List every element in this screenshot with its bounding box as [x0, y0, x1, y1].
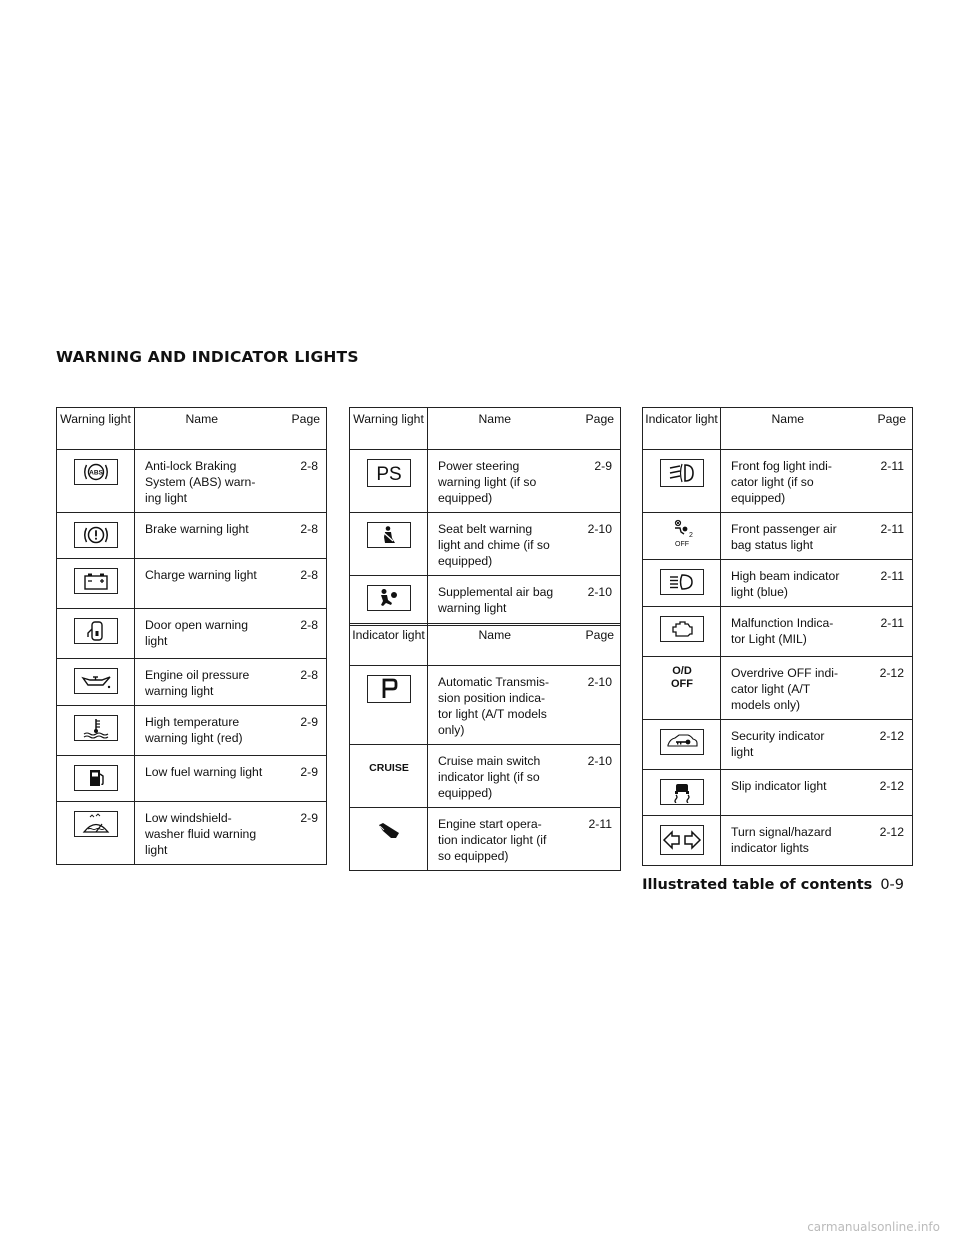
table-row — [643, 720, 913, 770]
power-steering-icon — [367, 459, 411, 487]
slip-icon — [660, 779, 704, 805]
header-name: Name — [428, 624, 562, 666]
light-page: 2-10 — [562, 745, 621, 808]
light-name: High beam indicator light (blue) — [721, 560, 855, 607]
table-row — [57, 659, 327, 706]
security-key-icon — [660, 729, 704, 755]
header-name: Name — [428, 408, 562, 450]
light-page: 2-8 — [269, 659, 327, 706]
airbag-number-text: 2 — [688, 532, 693, 539]
light-name: Front passenger air bag status light — [721, 513, 855, 560]
light-page: 2-11 — [562, 808, 621, 871]
light-page: 2-11 — [855, 560, 913, 607]
table-header-row — [350, 408, 621, 450]
table-row — [350, 745, 621, 808]
abs-icon — [74, 459, 118, 485]
light-page: 2-8 — [269, 559, 327, 609]
turn-signal-icon — [660, 825, 704, 855]
table-header-row — [57, 408, 327, 450]
light-name: Low windshield- washer fluid warning light — [135, 802, 269, 865]
header-page: Page — [562, 624, 621, 666]
light-name: Brake warning light — [135, 513, 269, 559]
header-icon: Indicator light — [350, 624, 428, 666]
table-header-row — [643, 408, 913, 450]
passenger-airbag-off-icon — [660, 519, 704, 549]
header-page: Page — [855, 408, 913, 450]
page-heading: WARNING AND INDICATOR LIGHTS — [56, 348, 359, 366]
watermark: carmanualsonline.info — [807, 1220, 940, 1234]
light-name: Turn signal/hazard indicator lights — [721, 816, 855, 866]
cruise-icon-text: CRUISE — [368, 762, 409, 774]
indicator-lights-table-2 — [642, 407, 913, 866]
seat-belt-icon — [367, 522, 411, 548]
check-engine-icon — [660, 616, 704, 642]
light-name: Cruise main switch indicator light (if so equipped) — [428, 745, 562, 808]
table-row — [350, 513, 621, 576]
header-icon: Warning light — [350, 408, 428, 450]
table-row — [57, 609, 327, 659]
overdrive-od-text: O/D — [671, 665, 692, 677]
front-fog-light-icon — [660, 459, 704, 487]
table-row — [643, 450, 913, 513]
light-name: Engine start opera- tion indicator light (if so equipped) — [428, 808, 562, 871]
light-name: Supplemental air bag warning light — [428, 576, 562, 626]
battery-icon — [74, 568, 118, 594]
light-name: High temperature warning light (red) — [135, 706, 269, 756]
abs-icon-text: ABS — [88, 469, 103, 477]
table-header-row — [350, 624, 621, 666]
light-name: Door open warning light — [135, 609, 269, 659]
light-page: 2-10 — [562, 576, 621, 626]
light-page: 2-11 — [855, 513, 913, 560]
table-row — [643, 560, 913, 607]
header-page: Page — [269, 408, 327, 450]
page-footer — [642, 876, 904, 893]
light-page: 2-12 — [855, 657, 913, 720]
power-steering-text: PS — [375, 464, 402, 485]
header-name: Name — [135, 408, 269, 450]
table-row — [350, 666, 621, 745]
footer-page-number: 0-9 — [880, 877, 904, 893]
table-row — [57, 450, 327, 513]
overdrive-off-text: OFF — [670, 678, 693, 690]
light-name: Automatic Transmis- sion position indica- tor light (A/T models only) — [428, 666, 562, 745]
light-page: 2-9 — [269, 756, 327, 802]
table-row — [57, 513, 327, 559]
table-row — [350, 576, 621, 626]
high-beam-icon — [660, 569, 704, 595]
light-name: Front fog light indi- cator light (if so equipped) — [721, 450, 855, 513]
table-row — [643, 513, 913, 560]
fuel-pump-icon — [74, 765, 118, 791]
table-row — [643, 657, 913, 720]
table-row — [57, 559, 327, 609]
light-name: Malfunction Indica- tor Light (MIL) — [721, 607, 855, 657]
light-name: Low fuel warning light — [135, 756, 269, 802]
light-name: Power steering warning light (if so equipped) — [428, 450, 562, 513]
header-icon: Warning light — [57, 408, 135, 450]
light-name: Seat belt warning light and chime (if so equipped) — [428, 513, 562, 576]
light-page: 2-8 — [269, 513, 327, 559]
coolant-temperature-icon — [74, 715, 118, 741]
header-name: Name — [721, 408, 855, 450]
light-name: Anti-lock Braking System (ABS) warn- ing light — [135, 450, 269, 513]
warning-lights-table-1 — [56, 407, 327, 865]
light-name: Charge warning light — [135, 559, 269, 609]
table-row — [57, 756, 327, 802]
washer-fluid-icon — [74, 811, 118, 837]
light-page: 2-11 — [855, 450, 913, 513]
table-row — [350, 808, 621, 871]
light-name: Overdrive OFF indi- cator light (A/T models only) — [721, 657, 855, 720]
light-page: 2-9 — [269, 802, 327, 865]
light-page: 2-8 — [269, 609, 327, 659]
footer-title: Illustrated table of contents — [642, 877, 873, 893]
light-page: 2-12 — [855, 720, 913, 770]
light-name: Security indicator light — [721, 720, 855, 770]
table-row — [350, 450, 621, 513]
light-page: 2-9 — [562, 450, 621, 513]
airbag-icon — [367, 585, 411, 611]
airbag-off-text: OFF — [674, 541, 689, 548]
header-icon: Indicator light — [643, 408, 721, 450]
light-name: Slip indicator light — [721, 770, 855, 816]
light-page: 2-9 — [269, 706, 327, 756]
light-page: 2-10 — [562, 513, 621, 576]
table-row — [643, 816, 913, 866]
table-row — [643, 770, 913, 816]
table-row — [57, 706, 327, 756]
oil-can-icon — [74, 668, 118, 694]
warning-lights-table-2 — [349, 407, 621, 626]
brake-warning-icon — [74, 522, 118, 548]
light-page: 2-8 — [269, 450, 327, 513]
overdrive-off-icon — [660, 662, 704, 692]
light-page: 2-11 — [855, 607, 913, 657]
door-open-icon — [74, 618, 118, 644]
indicator-lights-table-1 — [349, 623, 621, 871]
engine-start-icon — [367, 817, 411, 843]
cruise-icon — [367, 754, 411, 780]
light-page: 2-12 — [855, 816, 913, 866]
table-row — [643, 607, 913, 657]
header-page: Page — [562, 408, 621, 450]
light-page: 2-12 — [855, 770, 913, 816]
table-row — [57, 802, 327, 865]
park-position-icon — [367, 675, 411, 703]
light-name: Engine oil pressure warning light — [135, 659, 269, 706]
light-page: 2-10 — [562, 666, 621, 745]
